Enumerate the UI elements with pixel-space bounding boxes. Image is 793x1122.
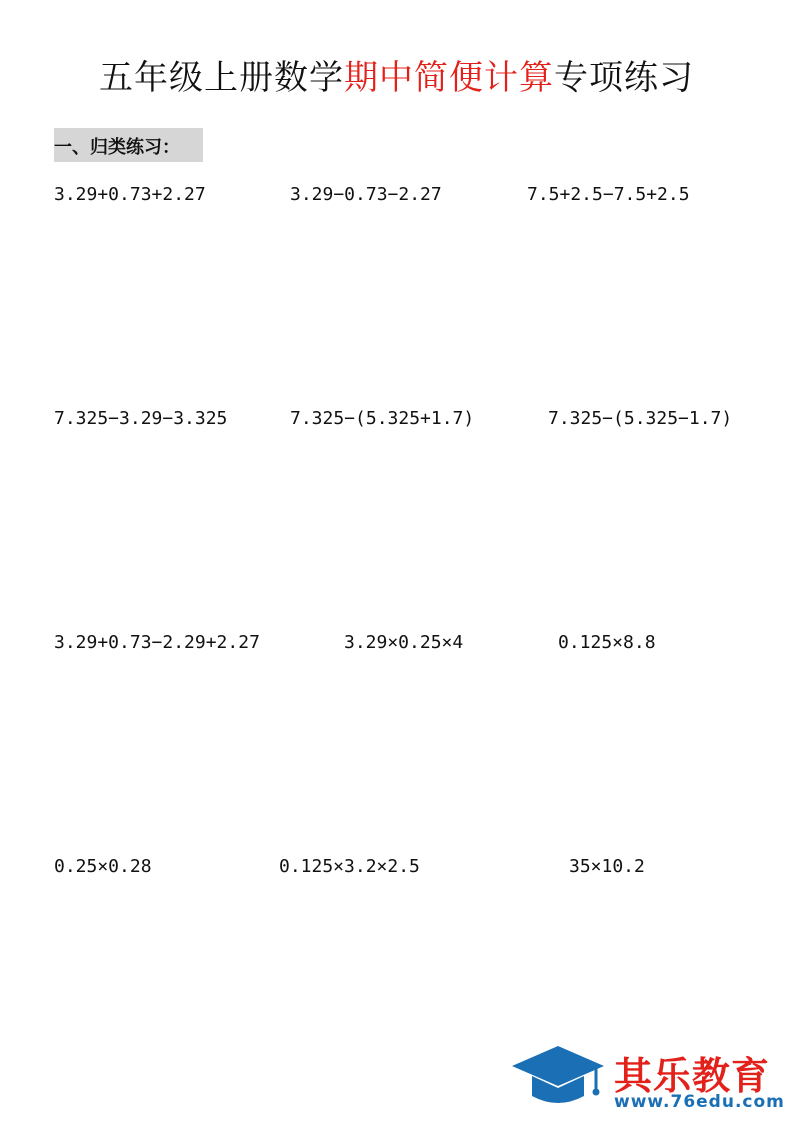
problem-9: 0.125×8.8 [558,632,656,653]
brand-url: www.76edu.com [614,1092,785,1112]
graduation-cap-icon [510,1040,610,1120]
problem-3: 7.5+2.5−7.5+2.5 [527,184,690,205]
problem-7: 3.29+0.73−2.29+2.27 [54,632,260,653]
section-heading: 一、归类练习： [54,128,203,162]
problem-8: 3.29×0.25×4 [344,632,464,653]
page-title [0,50,793,99]
title-part-2-highlight: 期中简便计算 [344,58,554,98]
problem-11: 0.125×3.2×2.5 [279,856,420,877]
problem-4: 7.325−3.29−3.325 [54,408,228,429]
problem-1: 3.29+0.73+2.27 [54,184,206,205]
brand-name: 其乐教育 [614,1054,771,1098]
problem-12: 35×10.2 [569,856,645,877]
problem-6: 7.325−(5.325−1.7) [548,408,733,429]
problem-10: 0.25×0.28 [54,856,152,877]
title-part-3: 专项练习 [554,58,694,98]
problem-5: 7.325−(5.325+1.7) [290,408,475,429]
brand-logo [510,1040,790,1120]
problem-2: 3.29−0.73−2.27 [290,184,442,205]
title-part-1: 五年级上册数学 [99,58,344,98]
